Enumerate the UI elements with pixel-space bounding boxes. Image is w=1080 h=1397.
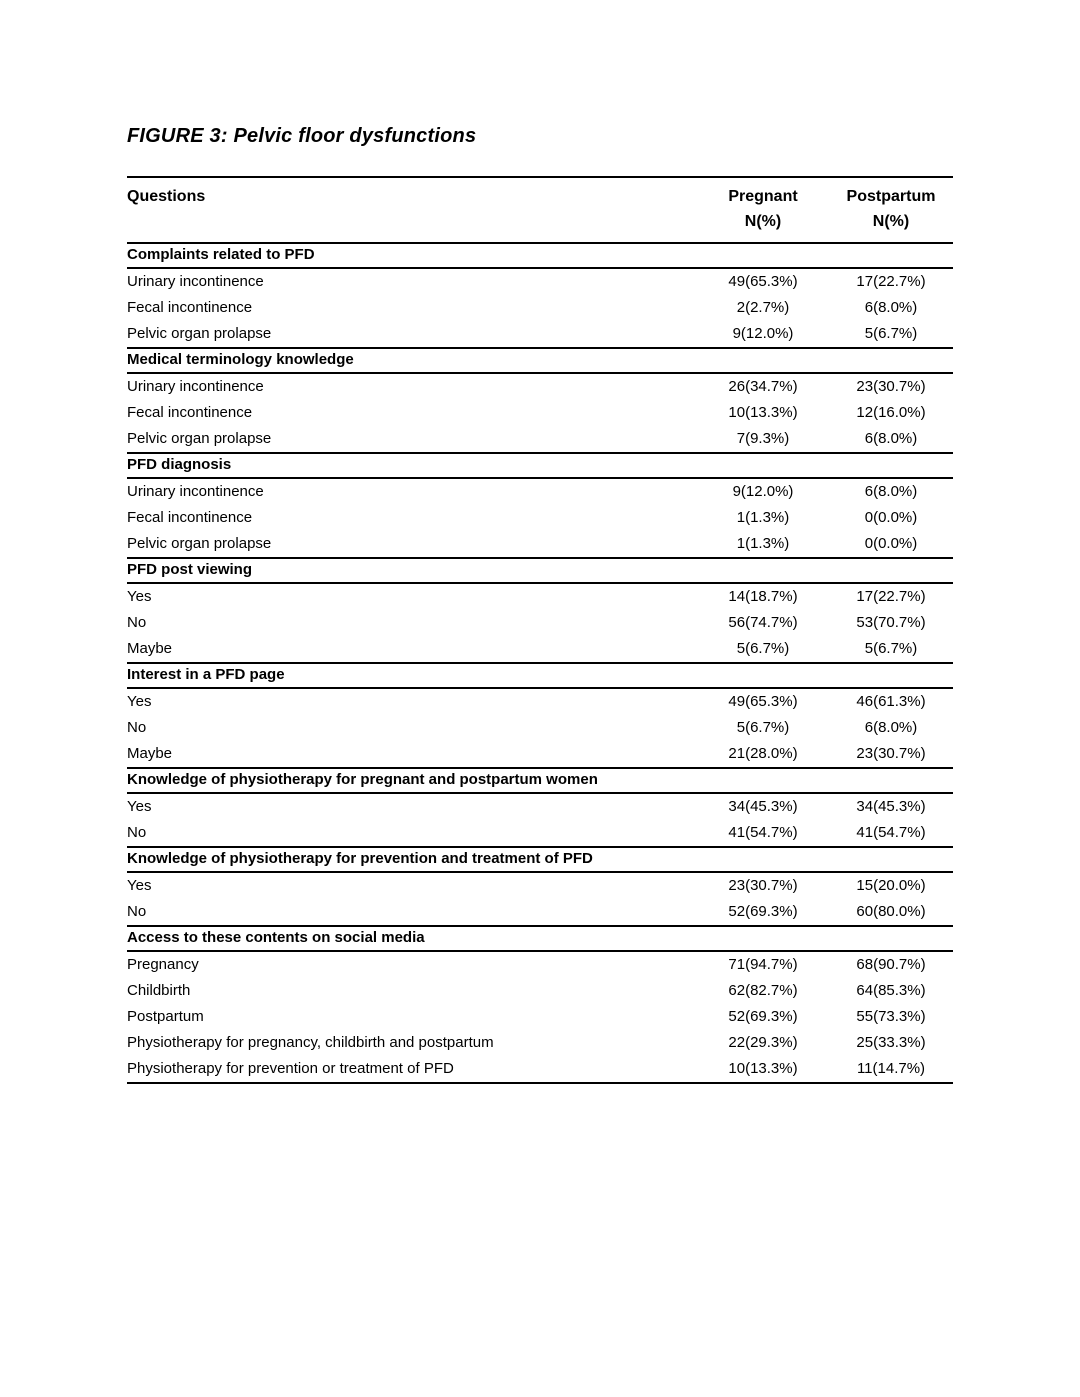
pregnant-value: 49(65.3%)	[728, 693, 798, 710]
table-row	[127, 295, 953, 321]
postpartum-value: 0(0.0%)	[864, 509, 918, 526]
table-row	[127, 1056, 953, 1083]
section-header-row	[127, 453, 953, 478]
postpartum-value: 5(6.7%)	[864, 640, 918, 657]
table-row	[127, 636, 953, 663]
pregnant-value: 14(18.7%)	[728, 588, 798, 605]
postpartum-value: 12(16.0%)	[856, 404, 926, 421]
section-header-row	[127, 243, 953, 268]
postpartum-value: 23(30.7%)	[856, 745, 926, 762]
postpartum-value: 17(22.7%)	[856, 273, 926, 290]
pregnant-value: 49(65.3%)	[728, 273, 798, 290]
section-header-label: Access to these contents on social media	[127, 929, 425, 946]
pregnant-value: 9(12.0%)	[732, 483, 794, 500]
question-label: Yes	[127, 798, 152, 815]
table-row	[127, 715, 953, 741]
pregnant-value: 1(1.3%)	[736, 535, 790, 552]
question-label: Fecal incontinence	[127, 509, 253, 526]
question-label: Maybe	[127, 745, 173, 762]
table-row	[127, 373, 953, 400]
question-label: Pregnancy	[127, 956, 199, 973]
pregnant-value: 2(2.7%)	[736, 299, 790, 316]
pregnant-value: 5(6.7%)	[736, 640, 790, 657]
postpartum-value: 0(0.0%)	[864, 535, 918, 552]
table-row	[127, 899, 953, 926]
pregnant-value: 52(69.3%)	[728, 1008, 798, 1025]
postpartum-value: 60(80.0%)	[856, 903, 926, 920]
section-header-label: Knowledge of physiotherapy for pregnant and postpartum women	[127, 771, 598, 788]
postpartum-column-label: Postpartum	[846, 188, 936, 205]
question-label: Urinary incontinence	[127, 273, 264, 290]
postpartum-value: 6(8.0%)	[864, 483, 918, 500]
table-row	[127, 321, 953, 348]
question-label: Pelvic organ prolapse	[127, 535, 272, 552]
pregnant-column-header	[697, 177, 829, 243]
question-label: No	[127, 719, 147, 736]
question-label: No	[127, 614, 147, 631]
postpartum-value: 15(20.0%)	[856, 877, 926, 894]
question-label: Yes	[127, 877, 152, 894]
postpartum-value: 25(33.3%)	[856, 1034, 926, 1051]
table-row	[127, 951, 953, 978]
postpartum-n-percent-label: N(%)	[872, 213, 910, 230]
table-row	[127, 872, 953, 899]
question-label: No	[127, 903, 147, 920]
pregnant-value: 10(13.3%)	[728, 404, 798, 421]
section-header-row	[127, 558, 953, 583]
section-header-label: PFD post viewing	[127, 561, 253, 578]
pregnant-value: 41(54.7%)	[728, 824, 798, 841]
pregnant-value: 34(45.3%)	[728, 798, 798, 815]
postpartum-value: 46(61.3%)	[856, 693, 926, 710]
pfd-table	[127, 176, 953, 1084]
question-label: Pelvic organ prolapse	[127, 430, 272, 447]
pregnant-value: 5(6.7%)	[736, 719, 790, 736]
section-header-label: Knowledge of physiotherapy for prevention and treatment of PFD	[127, 850, 593, 867]
table-row	[127, 978, 953, 1004]
question-label: Childbirth	[127, 982, 191, 999]
pregnant-value: 22(29.3%)	[728, 1034, 798, 1051]
postpartum-value: 55(73.3%)	[856, 1008, 926, 1025]
pregnant-n-percent-label: N(%)	[744, 213, 782, 230]
section-header-row	[127, 663, 953, 688]
table-row	[127, 688, 953, 715]
section-header-label: Complaints related to PFD	[127, 246, 315, 263]
table-row	[127, 820, 953, 847]
question-label: Urinary incontinence	[127, 483, 264, 500]
postpartum-value: 68(90.7%)	[856, 956, 926, 973]
table-row	[127, 426, 953, 453]
question-label: Maybe	[127, 640, 173, 657]
pregnant-value: 7(9.3%)	[736, 430, 790, 447]
postpartum-value: 53(70.7%)	[856, 614, 926, 631]
question-label: Fecal incontinence	[127, 404, 253, 421]
table-row	[127, 531, 953, 558]
postpartum-value: 6(8.0%)	[864, 430, 918, 447]
postpartum-value: 41(54.7%)	[856, 824, 926, 841]
question-label: Pelvic organ prolapse	[127, 325, 272, 342]
table-row	[127, 1004, 953, 1030]
table-row	[127, 793, 953, 820]
table-body	[127, 243, 953, 1083]
table-row	[127, 1030, 953, 1056]
pregnant-value: 23(30.7%)	[728, 877, 798, 894]
question-label: Yes	[127, 693, 152, 710]
postpartum-value: 6(8.0%)	[864, 299, 918, 316]
postpartum-value: 6(8.0%)	[864, 719, 918, 736]
table-row	[127, 400, 953, 426]
table-row	[127, 505, 953, 531]
pregnant-value: 56(74.7%)	[728, 614, 798, 631]
question-label: Urinary incontinence	[127, 378, 264, 395]
postpartum-value: 64(85.3%)	[856, 982, 926, 999]
question-label: Yes	[127, 588, 152, 605]
questions-column-header: Questions	[127, 188, 206, 205]
postpartum-value: 17(22.7%)	[856, 588, 926, 605]
pregnant-value: 9(12.0%)	[732, 325, 794, 342]
table-header-row	[127, 177, 953, 243]
section-header-row	[127, 348, 953, 373]
question-label: Physiotherapy for prevention or treatment of PFD	[127, 1060, 454, 1077]
pregnant-column-label: Pregnant	[728, 188, 798, 205]
section-header-row	[127, 768, 953, 793]
postpartum-value: 34(45.3%)	[856, 798, 926, 815]
table-row	[127, 583, 953, 610]
pregnant-value: 10(13.3%)	[728, 1060, 798, 1077]
question-label: Fecal incontinence	[127, 299, 253, 316]
section-header-label: PFD diagnosis	[127, 456, 232, 473]
pregnant-value: 71(94.7%)	[728, 956, 798, 973]
table-row	[127, 741, 953, 768]
section-header-row	[127, 926, 953, 951]
question-label: Postpartum	[127, 1008, 204, 1025]
table-row	[127, 478, 953, 505]
table-row	[127, 268, 953, 295]
postpartum-column-header	[829, 177, 953, 243]
question-label: Physiotherapy for pregnancy, childbirth and postpartum	[127, 1034, 494, 1051]
figure-title: FIGURE 3: Pelvic floor dysfunctions	[127, 125, 477, 147]
question-label: No	[127, 824, 147, 841]
pregnant-value: 26(34.7%)	[728, 378, 798, 395]
pregnant-value: 62(82.7%)	[728, 982, 798, 999]
pregnant-value: 52(69.3%)	[728, 903, 798, 920]
section-header-label: Interest in a PFD page	[127, 666, 285, 683]
postpartum-value: 23(30.7%)	[856, 378, 926, 395]
postpartum-value: 11(14.7%)	[856, 1060, 926, 1077]
section-header-label: Medical terminology knowledge	[127, 351, 354, 368]
table-row	[127, 610, 953, 636]
pregnant-value: 1(1.3%)	[736, 509, 790, 526]
postpartum-value: 5(6.7%)	[864, 325, 918, 342]
section-header-row	[127, 847, 953, 872]
pregnant-value: 21(28.0%)	[728, 745, 798, 762]
